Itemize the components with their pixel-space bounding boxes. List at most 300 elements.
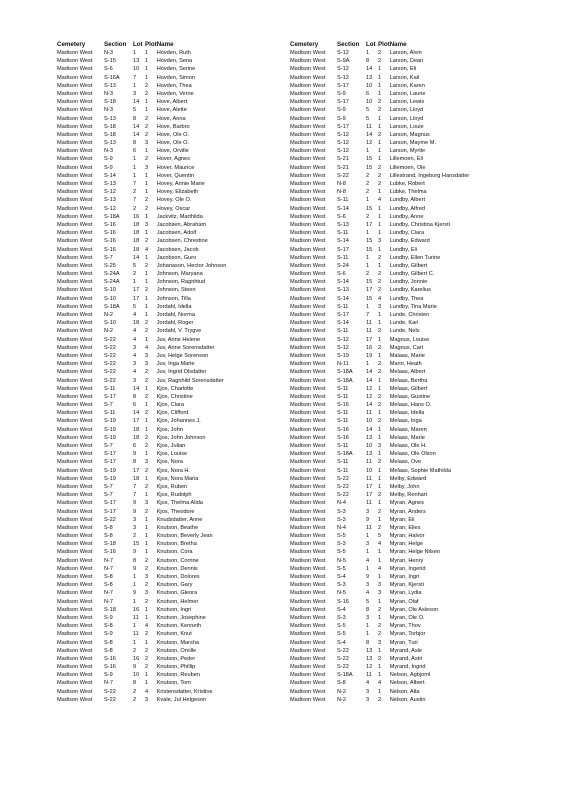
cell-section: S-10 bbox=[104, 320, 116, 327]
table-row bbox=[290, 647, 469, 655]
cell-section: S-19 bbox=[104, 475, 116, 482]
table-header-row bbox=[57, 40, 226, 49]
cell-plot: 2 bbox=[145, 598, 149, 605]
cell-section: S-3 bbox=[337, 541, 346, 548]
cell-plot: 2 bbox=[145, 205, 149, 212]
cell-plot: 1 bbox=[145, 230, 149, 237]
cell-name: Lillestrand, Ingeborg Hansdatter bbox=[389, 172, 470, 179]
cell-lot: 2 bbox=[133, 205, 137, 212]
cell-plot: 4 bbox=[378, 197, 382, 204]
cell-name: Melaas, Idella bbox=[389, 410, 425, 417]
cell-name: Myran, Agnes bbox=[389, 500, 424, 507]
cell-cemetery: Madison West bbox=[57, 271, 93, 278]
cell-lot: 1 bbox=[366, 148, 370, 155]
cell-name: Melaas, Ole H. bbox=[389, 443, 427, 449]
cell-section: S-16 bbox=[337, 402, 349, 409]
cell-section: S-22 bbox=[337, 647, 349, 654]
cell-section: S-9 bbox=[104, 164, 113, 171]
cell-lot: 16 bbox=[133, 213, 140, 220]
cell-section: S-16 bbox=[104, 655, 116, 662]
cell-plot: 2 bbox=[145, 655, 149, 662]
cell-name: Myrand, Asle bbox=[389, 647, 423, 654]
cell-lot: 1 bbox=[366, 230, 370, 237]
cell-plot: 1 bbox=[145, 99, 149, 106]
table-row bbox=[57, 598, 226, 606]
cell-cemetery: Madison West bbox=[290, 614, 326, 621]
cell-name: Jordahl, V. Trygve bbox=[156, 328, 202, 335]
table-row bbox=[290, 483, 469, 491]
cell-plot: 1 bbox=[378, 189, 382, 196]
cell-lot: 10 bbox=[133, 66, 140, 73]
cell-plot: 2 bbox=[378, 58, 382, 65]
cell-plot: 2 bbox=[145, 238, 149, 245]
cell-name: Kvale, Jul Helgeson bbox=[156, 696, 207, 703]
cell-lot: 9 bbox=[133, 565, 137, 572]
cell-lot: 8 bbox=[133, 557, 137, 564]
cell-section: S-19 bbox=[104, 418, 116, 425]
cell-section: S-11 bbox=[337, 230, 349, 237]
cell-lot: 17 bbox=[133, 467, 140, 474]
cell-cemetery: Madison West bbox=[290, 99, 326, 106]
cell-name: Melby, Renhart bbox=[389, 492, 428, 499]
cell-section: S-13 bbox=[104, 140, 116, 147]
cell-lot: 13 bbox=[133, 58, 140, 65]
cell-cemetery: Madison West bbox=[290, 361, 326, 368]
table-row bbox=[290, 336, 469, 344]
cell-lot: 2 bbox=[366, 189, 370, 196]
cell-cemetery: Madison West bbox=[290, 467, 326, 474]
cell-section: S-9 bbox=[337, 107, 346, 114]
cell-name: Hover, Maurice bbox=[156, 164, 195, 171]
cell-name: Myran, Turi bbox=[389, 639, 418, 646]
table-row bbox=[57, 499, 226, 507]
cell-section: S-16 bbox=[104, 664, 116, 671]
table-row bbox=[290, 246, 469, 254]
cell-plot: 2 bbox=[145, 262, 149, 269]
cell-lot: 8 bbox=[366, 58, 370, 65]
cell-lot: 4 bbox=[133, 328, 137, 335]
cell-plot: 2 bbox=[378, 361, 382, 368]
cell-name: Lundby, Jonnie bbox=[389, 279, 428, 286]
cell-cemetery: Madison West bbox=[57, 115, 93, 122]
table-row bbox=[290, 368, 469, 376]
cell-name: Kjos, Louise bbox=[156, 451, 188, 458]
cell-name: Larson, Lloyd bbox=[389, 115, 424, 122]
cell-lot: 4 bbox=[133, 312, 137, 318]
cell-plot: 1 bbox=[145, 672, 149, 679]
cell-plot: 1 bbox=[378, 434, 382, 441]
cell-plot: 2 bbox=[145, 320, 149, 327]
cell-section: S-17 bbox=[104, 459, 116, 466]
cell-section: N-4 bbox=[337, 500, 347, 507]
cell-cemetery: Madison West bbox=[57, 254, 93, 261]
cell-lot: 5 bbox=[133, 303, 137, 310]
table-row bbox=[290, 450, 469, 458]
cell-lot: 13 bbox=[366, 451, 373, 458]
table-row bbox=[290, 385, 469, 393]
cell-plot: 2 bbox=[378, 631, 382, 638]
cell-section: S-9 bbox=[104, 631, 113, 638]
cell-name: Larson, Louie bbox=[389, 123, 424, 130]
cell-section: S-19 bbox=[104, 434, 116, 441]
cell-lot: 1 bbox=[366, 565, 370, 572]
cell-plot: 2 bbox=[378, 50, 382, 56]
cell-section: S-15 bbox=[104, 58, 116, 65]
cell-plot: 1 bbox=[378, 148, 382, 155]
table-row bbox=[57, 344, 226, 352]
left-column bbox=[57, 40, 281, 704]
table-row bbox=[57, 286, 226, 294]
cell-name: Knutson, Gary bbox=[156, 582, 193, 589]
cell-cemetery: Madison West bbox=[290, 344, 326, 351]
cell-name: Lunde, Christen bbox=[389, 312, 430, 318]
table-row bbox=[290, 679, 469, 687]
table-row bbox=[57, 409, 226, 417]
cell-cemetery: Madison West bbox=[57, 361, 93, 368]
cell-name: Larson, Kail bbox=[389, 74, 420, 81]
table-row bbox=[290, 663, 469, 671]
cell-lot: 19 bbox=[366, 352, 373, 359]
cell-cemetery: Madison West bbox=[290, 352, 326, 359]
table-row bbox=[57, 532, 226, 540]
cell-cemetery: Madison West bbox=[290, 336, 326, 343]
table-row bbox=[290, 319, 469, 327]
cell-name: Hovey, Elizabeth bbox=[156, 189, 199, 196]
cell-name: Juv, Ingrid Olsdatter bbox=[156, 369, 207, 376]
cell-lot: 17 bbox=[133, 287, 140, 294]
cell-cemetery: Madison West bbox=[290, 295, 326, 302]
table-row bbox=[290, 401, 469, 409]
cell-lot: 14 bbox=[133, 131, 140, 138]
table-row bbox=[57, 262, 226, 270]
cell-name: Myran, Olaf bbox=[389, 598, 419, 605]
cell-name: Lundby, Christina Kjersti bbox=[389, 221, 450, 228]
table-row bbox=[290, 352, 469, 360]
cell-name: Kjos, Nora Maria bbox=[156, 475, 199, 482]
cell-lot: 7 bbox=[133, 181, 137, 187]
cell-lot: 15 bbox=[366, 238, 373, 245]
cell-lot: 15 bbox=[366, 164, 373, 171]
cell-lot: 5 bbox=[133, 107, 137, 114]
cell-plot: 1 bbox=[145, 606, 149, 613]
cell-lot: 1 bbox=[133, 623, 137, 630]
cell-name: Hover, Quentin bbox=[156, 172, 194, 179]
cell-lot: 15 bbox=[133, 541, 140, 548]
cell-lot: 4 bbox=[133, 336, 137, 343]
cell-plot: 3 bbox=[378, 590, 382, 597]
cell-lot: 14 bbox=[366, 377, 373, 384]
cell-section: S-8 bbox=[104, 524, 113, 531]
header-section: Section bbox=[104, 41, 127, 48]
cell-section: S-13 bbox=[337, 287, 349, 294]
cell-lot: 9 bbox=[366, 516, 370, 523]
cell-plot: 1 bbox=[378, 115, 382, 122]
cell-section: S-11 bbox=[337, 254, 349, 261]
cell-section: S-14 bbox=[337, 295, 349, 302]
cell-name: Hove, Albert bbox=[156, 99, 188, 106]
cell-cemetery: Madison West bbox=[57, 443, 93, 449]
cell-lot: 4 bbox=[133, 352, 137, 359]
table-row bbox=[290, 311, 469, 319]
cell-lot: 5 bbox=[366, 598, 370, 605]
cell-cemetery: Madison West bbox=[57, 524, 93, 531]
cell-name: Myran, Helge bbox=[389, 541, 423, 548]
cell-plot: 1 bbox=[378, 140, 382, 147]
cell-lot: 1 bbox=[366, 197, 370, 204]
cell-section: N-2 bbox=[104, 312, 114, 318]
cell-cemetery: Madison West bbox=[57, 410, 93, 417]
cell-plot: 2 bbox=[145, 82, 149, 89]
cell-plot: 2 bbox=[378, 492, 382, 499]
cell-name: Knutson, Ingri bbox=[156, 606, 192, 613]
cell-cemetery: Madison West bbox=[57, 189, 93, 196]
cell-lot: 12 bbox=[366, 664, 373, 671]
cell-section: S-22 bbox=[104, 369, 116, 376]
table-row bbox=[290, 524, 469, 532]
cell-lot: 1 bbox=[133, 82, 137, 89]
cell-name: Myran, Lydia bbox=[389, 590, 422, 597]
cell-plot: 5 bbox=[378, 533, 382, 540]
cell-lot: 14 bbox=[133, 410, 140, 417]
cell-section: S-17 bbox=[337, 82, 349, 89]
cell-plot: 2 bbox=[378, 459, 382, 466]
cell-plot: 4 bbox=[145, 688, 149, 695]
cell-section: S-17 bbox=[337, 123, 349, 130]
cell-plot: 1 bbox=[145, 336, 149, 343]
cell-name: Myran, Halvor bbox=[389, 533, 425, 540]
cell-lot: 1 bbox=[133, 639, 137, 646]
header-section: Section bbox=[337, 41, 360, 48]
cell-name: Hovden, Verne bbox=[156, 90, 194, 97]
cell-name: Knutson, Peder bbox=[156, 655, 196, 662]
cell-cemetery: Madison West bbox=[57, 50, 93, 56]
cell-plot: 2 bbox=[378, 418, 382, 425]
header-plot: Plot bbox=[145, 41, 157, 48]
cell-plot: 3 bbox=[378, 582, 382, 589]
cell-section: S-6 bbox=[104, 66, 113, 73]
cell-name: Hovden, Simon bbox=[156, 74, 195, 81]
cell-name: Larson, Alvin bbox=[389, 50, 422, 56]
cell-section: S-14 bbox=[337, 238, 349, 245]
table-row bbox=[57, 205, 226, 213]
cell-plot: 2 bbox=[145, 565, 149, 572]
cell-plot: 2 bbox=[145, 156, 149, 163]
header-cemetery: Cemetery bbox=[290, 41, 319, 48]
cell-section: S-18 bbox=[104, 131, 116, 138]
cell-plot: 1 bbox=[378, 516, 382, 523]
cell-name: Knutson, Gleora bbox=[156, 590, 198, 597]
cell-name: Larson, Myrtle bbox=[389, 148, 426, 155]
table-row bbox=[290, 516, 469, 524]
table-row bbox=[290, 139, 469, 147]
cell-section: S-8 bbox=[104, 533, 113, 540]
cell-name: Knutson, Corrine bbox=[156, 557, 199, 564]
cell-name: Melaas, Maren bbox=[389, 426, 427, 433]
header-name: Name bbox=[156, 41, 174, 48]
cell-section: S-11 bbox=[337, 197, 349, 204]
cell-plot: 1 bbox=[145, 639, 149, 646]
table-row bbox=[290, 344, 469, 352]
table-row bbox=[57, 475, 226, 483]
table-row bbox=[57, 696, 226, 704]
table-row bbox=[57, 319, 226, 327]
table-row bbox=[57, 557, 226, 565]
cell-name: Myran, Elies bbox=[389, 524, 421, 531]
cell-cemetery: Madison West bbox=[57, 156, 93, 163]
cell-cemetery: Madison West bbox=[57, 500, 93, 507]
cell-name: Melaas, Marie bbox=[389, 434, 425, 441]
cell-plot: 2 bbox=[378, 279, 382, 286]
cell-lot: 14 bbox=[366, 426, 373, 433]
cell-section: S-11 bbox=[337, 443, 349, 449]
table-row bbox=[57, 483, 226, 491]
cell-plot: 1 bbox=[145, 418, 149, 425]
cell-lot: 12 bbox=[366, 385, 373, 392]
cell-section: S-5 bbox=[337, 549, 346, 556]
table-row bbox=[57, 589, 226, 597]
cell-name: Knutson, Marsha bbox=[156, 639, 199, 646]
cell-name: Lundby, Albert bbox=[389, 197, 426, 204]
cell-lot: 1 bbox=[133, 598, 137, 605]
table-row bbox=[57, 393, 226, 401]
cell-cemetery: Madison West bbox=[290, 189, 326, 196]
cell-section: N-3 bbox=[104, 148, 114, 155]
cell-section: S-7 bbox=[104, 483, 113, 490]
cell-cemetery: Madison West bbox=[290, 492, 326, 499]
cell-cemetery: Madison West bbox=[290, 696, 326, 703]
cell-plot: 3 bbox=[145, 164, 149, 171]
cell-section: S-9 bbox=[337, 115, 346, 122]
cell-cemetery: Madison West bbox=[290, 172, 326, 179]
cell-lot: 3 bbox=[366, 508, 370, 515]
cell-name: Lillemoen, Ole bbox=[389, 164, 426, 171]
cell-cemetery: Madison West bbox=[290, 606, 326, 613]
cell-cemetery: Madison West bbox=[57, 295, 93, 302]
cell-cemetery: Madison West bbox=[290, 565, 326, 572]
cell-plot: 2 bbox=[378, 524, 382, 531]
cell-cemetery: Madison West bbox=[57, 492, 93, 499]
cell-plot: 1 bbox=[378, 90, 382, 97]
cell-cemetery: Madison West bbox=[57, 90, 93, 97]
cell-lot: 15 bbox=[366, 295, 373, 302]
cell-name: Kristensdatter, Kristine bbox=[156, 688, 213, 695]
cell-lot: 8 bbox=[133, 140, 137, 147]
cell-name: Knutson, Orville bbox=[156, 647, 197, 654]
cell-section: N-2 bbox=[337, 696, 347, 703]
cell-name: Magnus, Louise bbox=[389, 336, 430, 343]
cell-plot: 2 bbox=[378, 254, 382, 261]
cell-section: S-22 bbox=[104, 688, 116, 695]
cell-plot: 1 bbox=[378, 312, 382, 318]
table-row bbox=[290, 57, 469, 65]
cell-name: Melaas, Inga bbox=[389, 418, 422, 425]
cell-section: S-5 bbox=[337, 623, 346, 630]
cell-cemetery: Madison West bbox=[290, 66, 326, 73]
cell-plot: 1 bbox=[145, 451, 149, 458]
cell-cemetery: Madison West bbox=[290, 541, 326, 548]
cell-section: S-18A bbox=[337, 377, 353, 384]
cell-cemetery: Madison West bbox=[290, 82, 326, 89]
table-row bbox=[290, 106, 469, 114]
cell-name: Kjos, Clifford bbox=[156, 410, 189, 417]
cell-plot: 3 bbox=[145, 221, 149, 228]
table-row bbox=[290, 98, 469, 106]
cell-name: Myran, Ingerid bbox=[389, 565, 426, 572]
cell-name: Nelson, Austin bbox=[389, 696, 426, 703]
cell-plot: 1 bbox=[145, 533, 149, 540]
table-row bbox=[57, 74, 226, 82]
cell-name: Larson, Lewis bbox=[389, 99, 425, 106]
cell-section: S-8 bbox=[104, 582, 113, 589]
cell-name: Myrand, Astri bbox=[389, 655, 423, 662]
cell-section: S-18A bbox=[104, 213, 120, 220]
table-row bbox=[57, 352, 226, 360]
table-row bbox=[57, 229, 226, 237]
table-row bbox=[290, 655, 469, 663]
cell-cemetery: Madison West bbox=[57, 664, 93, 671]
table-row bbox=[57, 106, 226, 114]
cell-cemetery: Madison West bbox=[57, 582, 93, 589]
cell-section: S-16A bbox=[104, 74, 120, 81]
cell-cemetery: Madison West bbox=[290, 418, 326, 425]
table-row bbox=[290, 540, 469, 548]
cell-plot: 1 bbox=[378, 475, 382, 482]
cell-name: Lubke, Thelma bbox=[389, 189, 427, 196]
cell-name: Jacobsen, Abraham bbox=[156, 221, 207, 228]
table-row bbox=[57, 630, 226, 638]
cell-plot: 4 bbox=[378, 295, 382, 302]
table-row bbox=[290, 622, 469, 630]
table-row bbox=[290, 327, 469, 335]
table-row bbox=[57, 688, 226, 696]
cell-plot: 2 bbox=[145, 664, 149, 671]
cell-cemetery: Madison West bbox=[290, 287, 326, 294]
cell-section: S-13 bbox=[104, 82, 116, 89]
cell-section: S-17 bbox=[337, 312, 349, 318]
cell-plot: 1 bbox=[145, 172, 149, 179]
cell-name: Melby, Edward bbox=[389, 475, 427, 482]
cell-cemetery: Madison West bbox=[57, 451, 93, 458]
cell-plot: 3 bbox=[378, 443, 382, 449]
cell-section: S-13 bbox=[104, 181, 116, 187]
cell-section: S-11 bbox=[104, 385, 116, 392]
cell-lot: 13 bbox=[366, 647, 373, 654]
cell-plot: 2 bbox=[378, 696, 382, 703]
cell-lot: 16 bbox=[133, 606, 140, 613]
cell-section: S-8 bbox=[104, 639, 113, 646]
cell-name: Johnson, Steen bbox=[156, 287, 196, 294]
cell-cemetery: Madison West bbox=[290, 516, 326, 523]
cell-name: Hovey, Annie Marie bbox=[156, 181, 205, 187]
cell-section: S-16 bbox=[104, 246, 116, 253]
cell-section: S-18A bbox=[337, 369, 353, 376]
cell-section: S-12 bbox=[337, 140, 349, 147]
cell-lot: 10 bbox=[366, 99, 373, 106]
cell-lot: 11 bbox=[366, 123, 372, 130]
cell-plot: 2 bbox=[378, 655, 382, 662]
table-body-left bbox=[57, 49, 226, 704]
cell-lot: 1 bbox=[366, 631, 370, 638]
cell-name: Kjos, Thelma Alida bbox=[156, 500, 203, 507]
cell-plot: 1 bbox=[378, 246, 382, 253]
table-row bbox=[57, 82, 226, 90]
cell-lot: 9 bbox=[133, 590, 137, 597]
cell-name: Myran, Henry bbox=[389, 557, 424, 564]
cell-lot: 6 bbox=[133, 443, 137, 449]
table-row bbox=[57, 663, 226, 671]
cell-section: S-8 bbox=[104, 623, 113, 630]
cell-lot: 8 bbox=[133, 459, 137, 466]
